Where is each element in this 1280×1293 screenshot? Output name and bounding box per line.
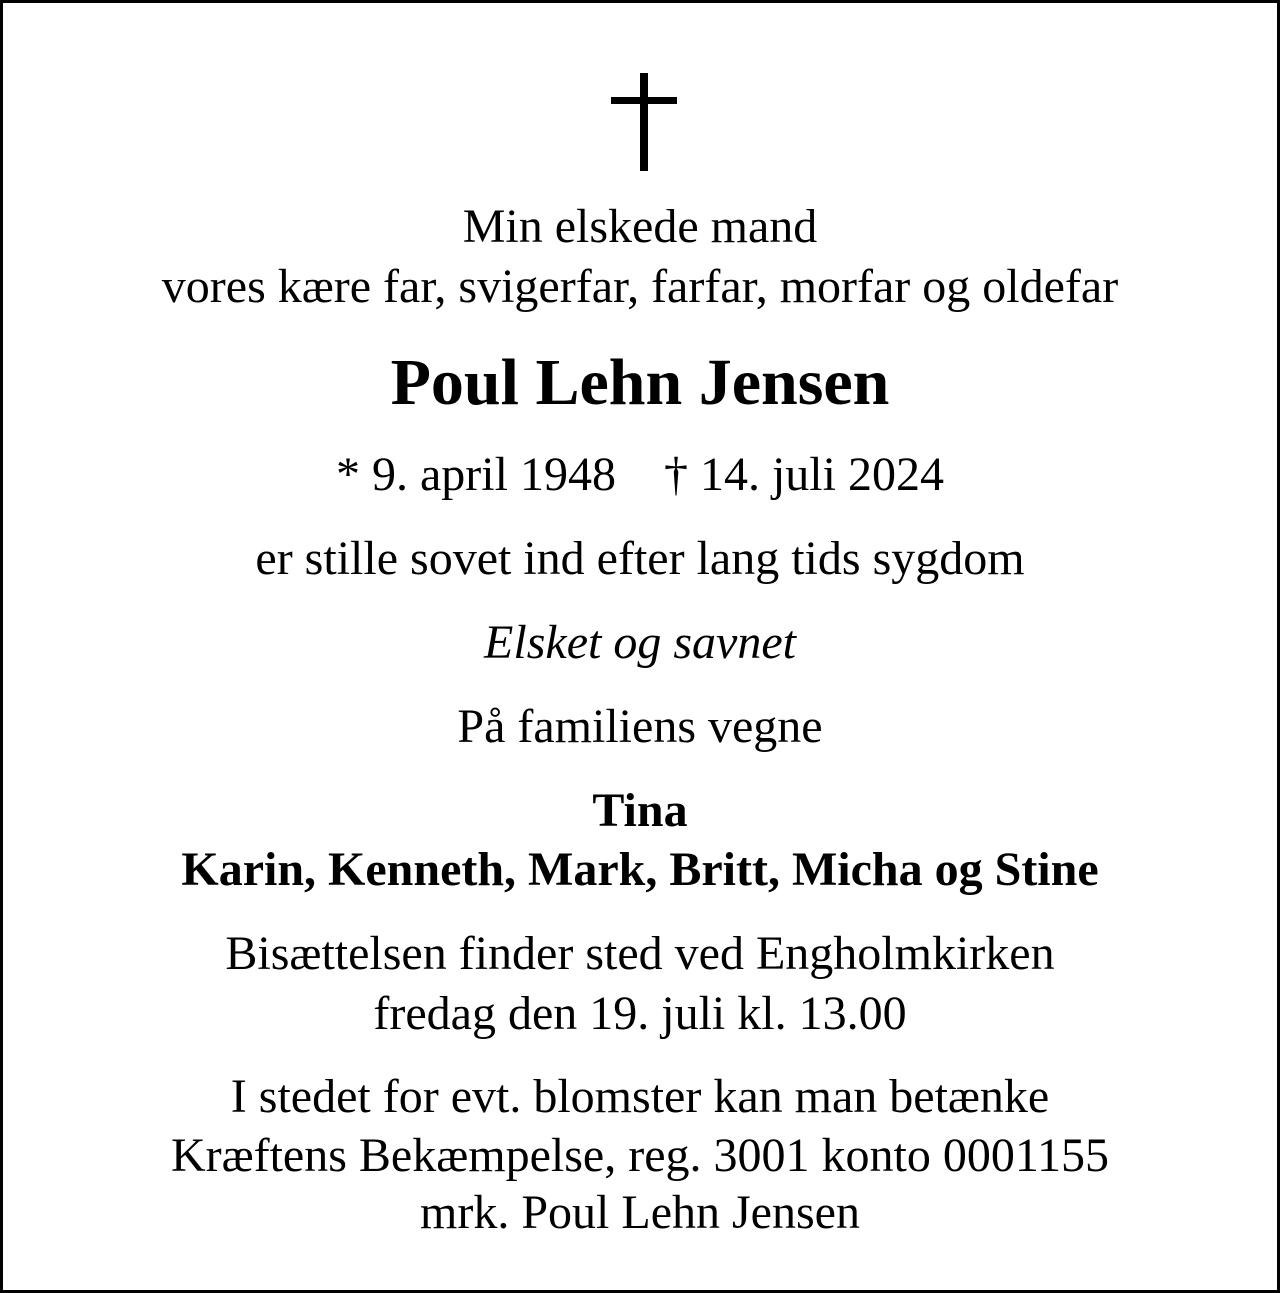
deceased-name: Poul Lehn Jensen: [390, 346, 890, 419]
tribute-text: Elsket og savnet: [484, 616, 796, 669]
birth-date: * 9. april 1948: [336, 448, 616, 501]
donation-line-3: mrk. Poul Lehn Jensen: [420, 1186, 860, 1239]
family-line-1: Tina: [592, 784, 688, 837]
family-line-2: Karin, Kenneth, Mark, Britt, Micha og Stine: [181, 843, 1099, 896]
death-date: † 14. juli 2024: [663, 448, 944, 501]
intro-line-2: vores kære far, svigerfar, farfar, morfar og oldefar: [161, 260, 1119, 313]
funeral-line-1: Bisættelsen finder sted ved Engholmkirken: [225, 927, 1055, 980]
intro-line-1: Min elskede mand: [462, 200, 818, 253]
passing-text: er stille sovet ind efter lang tids sygdom: [255, 532, 1025, 585]
latin-cross-icon: [611, 73, 677, 171]
life-dates: [3, 449, 1277, 501]
on-behalf-text: På familiens vegne: [457, 700, 823, 753]
donation-line-2: Kræftens Bekæmpelse, reg. 3001 konto 0001155: [170, 1129, 1110, 1182]
funeral-line-2: fredag den 19. juli kl. 13.00: [373, 987, 907, 1040]
donation-line-1: I stedet for evt. blomster kan man betænke: [230, 1070, 1050, 1123]
